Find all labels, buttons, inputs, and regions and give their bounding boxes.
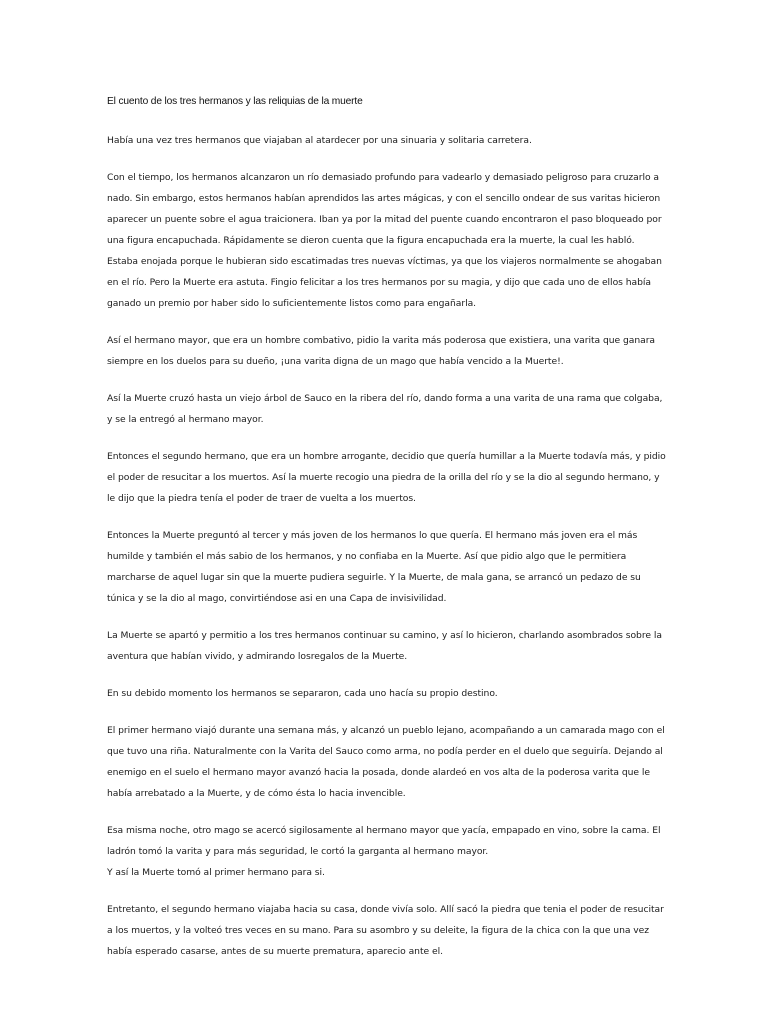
paragraph-first-brother-death: Esa misma noche, otro mago se acercó sigilosamente al hermano mayor que yacía, empapado en vino, sobre la cama. El ladrón tomó la varita y para más seguridad, le cortó la garganta al hermano mayor. Y así la Muerte tomó al primer hermano para si. [107, 825, 661, 878]
paragraph-first-brother-duel: El primer hermano viajó durante una semana más, y alcanzó un pueblo lejano, acompañando a un camarada mago con el que tuvo una riña. Naturalmente con la Varita del Sauco como arma, no podía perder en el duelo que seguiría. Dejando al enemigo en el suelo el hermano mayor avanzó hacia la posada, donde alardeó en vos alta de la poderosa varita que le había arrebatado a la Muerte, y de cómo ésta lo hacia invencible. [107, 725, 665, 799]
paragraph-resurrection-stone: Entonces el segundo hermano, que era un hombre arrogante, decidio que quería humillar a la Muerte todavía más, y pidio el poder de resucitar a los muertos. Así la muerte recogio una piedra de la orilla del río y se la dio al segundo hermano, y le dijo que la piedra tenía el poder de traer de vuelta a los muertos. [107, 451, 666, 504]
paragraph-brothers-separate: En su debido momento los hermanos se separaron, cada uno hacía su propio destino. [107, 688, 498, 699]
paragraph-elder-wand-given: Así la Muerte cruzó hasta un viejo árbol de Sauco en la ribera del río, dando forma a una varita de una rama que colgaba, y se la entregó al hermano mayor. [107, 393, 663, 425]
document-page [107, 94, 667, 978]
paragraph-river-bridge: Con el tiempo, los hermanos alcanzaron un río demasiado profundo para vadearlo y demasiado peligroso para cruzarlo a nado. Sin embargo, estos hermanos habían aprendidos las artes mágicas, y con el sencillo ondear de sus varitas hicieron aparecer un puente sobre el agua traicionera. Iban ya por la mitad del puente cuando encontraron el paso bloqueado por una figura encapuchada. Rápidamente se dieron cuenta que la figura encapuchada era la muerte, la cual les habló. Estaba enojada porque le hubieran sido escatimadas tres nuevas víctimas, ya que los viajeros normalmente se ahogaban en el río. Pero la Muerte era astuta. Fingio felicitar a los tres hermanos por su magia, y dijo que cada uno de ellos había ganado un premio por haber sido lo suficientemente listos como para engañarla. [107, 172, 662, 309]
paragraph-elder-wand-request: Así el hermano mayor, que era un hombre combativo, pidio la varita más poderosa que existiera, una varita que ganara siempre en los duelos para su dueño, ¡una varita digna de un mago que había vencido a la Muerte!. [107, 335, 656, 367]
document-title: El cuento de los tres hermanos y las reliquias de la muerte [107, 96, 363, 107]
paragraph-brothers-continue: La Muerte se apartó y permitio a los tres hermanos continuar su camino, y así lo hicieron, charlando asombrados sobre la aventura que habían vivido, y admirando losregalos de la Muerte. [107, 630, 662, 662]
paragraph-intro: Había una vez tres hermanos que viajaban al atardecer por una sinuaria y solitaria carretera. [107, 135, 532, 146]
paragraph-invisibility-cloak: Entonces la Muerte preguntó al tercer y más joven de los hermanos lo que quería. El hermano más joven era el más humilde y también el más sabio de los hermanos, y no confiaba en la Muerte. Así que pidio algo que le permitiera marcharse de aquel lugar sin que la muerte pudiera seguirle. Y la Muerte, de mala gana, se arrancó un pedazo de su túnica y se la dio al mago, convirtiéndose asi en una Capa de invisivilidad. [107, 530, 641, 604]
paragraph-second-brother-home: Entretanto, el segundo hermano viajaba hacia su casa, donde vivía solo. Allí sacó la piedra que tenia el poder de resucitar a los muertos, y la volteó tres veces en su mano. Para su asombro y su deleite, la figura de la chica con la que una vez había esperado casarse, antes de su muerte prematura, aparecio ante el. [107, 904, 664, 957]
